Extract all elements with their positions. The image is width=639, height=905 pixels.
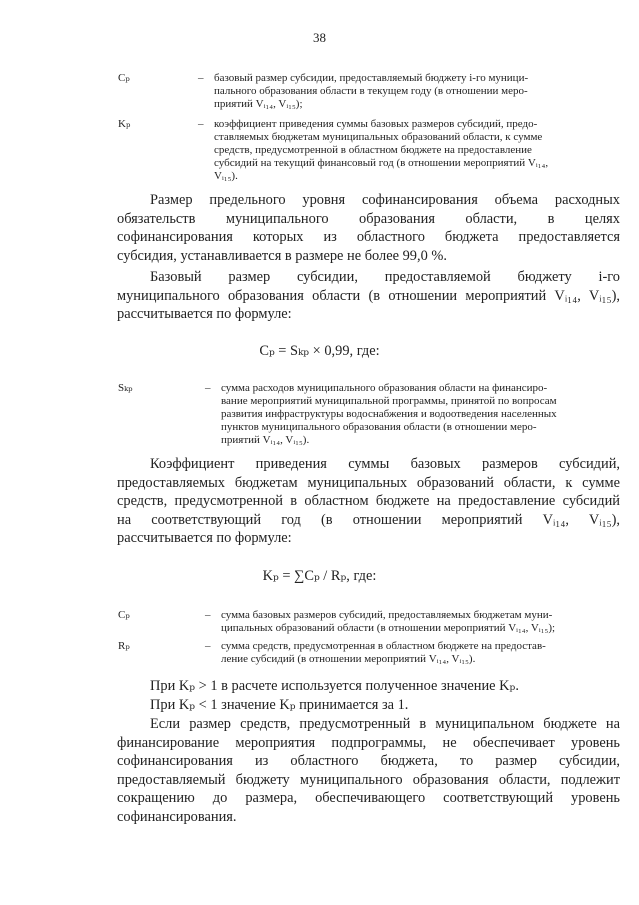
text-line: рассчитывается по формуле: [117,530,292,546]
text-line: Vᵢ₁₅). [214,170,238,182]
formula-kp: Kₚ = ∑Cₚ / Rₚ, где: [262,568,377,584]
text-line: ставляемых бюджетам муниципальных образований области, к сумме [214,131,543,143]
definition-dash: – [205,640,211,652]
text-line: софинансирования из областного бюджета, то размер субсидии, [117,753,620,769]
text-line: пального образования области в текущем году (в отношении меро- [214,85,528,97]
definition-text [221,640,618,666]
text-line: на соответствующий год (в отношении мероприятий Vᵢ₁₄, Vᵢ₁₅), [117,511,620,528]
text-line: сумма расходов муниципального образования области на финансиро- [221,382,548,394]
definition-symbol: Rₚ [118,640,130,652]
text-line: коэффициент приведения суммы базовых размеров субсидий, предо- [214,118,538,130]
text-line: приятий Vᵢ₁₄, Vᵢ₁₅); [214,98,303,110]
text-line: субсидия, устанавливается в размере не более 99,0 %. [117,247,447,264]
text-line: предоставляемых бюджетам муниципальных образований области, к сумме [117,474,620,491]
definition-symbol: Sₖₚ [118,382,133,394]
text-line: пунктов муниципального образования области (в отношении меро- [221,421,537,433]
text-line: предоставляемый бюджету муниципального образования области, подлежит [117,771,620,788]
text-line: Размер предельного уровня софинансирования объема расходных [150,192,620,208]
paragraph-coefficient [117,455,620,548]
definition-text [221,609,618,635]
text-line: средств, предусмотренной в областном бюджете на предоставление субсидий [117,493,620,509]
text-line: развития инфраструктуры водоснабжения и водоотведения населенных [221,408,557,420]
definition-text [214,118,618,183]
text-line: ципальных образований области (в отношении мероприятий Vᵢ₁₄, Vᵢ₁₅); [221,622,556,634]
paragraph-reduction [117,715,620,826]
definition-dash: – [198,118,204,130]
text-line: сокращению до размера, обеспечивающего соответствующий уровень [117,790,620,806]
definition-symbol: Cₚ [118,609,130,621]
text-line: сумма средств, предусмотренная в областном бюджете на предостав- [221,640,546,652]
rule-kp-greater: При Kₚ > 1 в расчете используется полученное значение Kₚ. [150,678,519,694]
text-line: Коэффициент приведения суммы базовых размеров субсидий, [150,456,620,472]
text-line: финансирование мероприятия подпрограммы, не обеспечивает уровень [117,734,620,751]
text-line: Базовый размер субсидии, предоставляемой бюджету i-го [150,269,620,285]
text-line: софинансирования. [117,808,237,825]
definition-text [214,72,618,111]
text-line: софинансирования которых из областного бюджета предоставляется [117,229,620,245]
definition-dash: – [198,72,204,84]
definition-dash: – [205,609,211,621]
definition-text [221,382,618,447]
page-number: 38 [313,30,326,45]
text-line: средств, предусмотренной в областном бюджете на предоставление [214,144,532,156]
text-line: субсидий на текущий финансовый год (в отношении мероприятий Vᵢ₁₄, [214,157,549,169]
text-line: вание мероприятий муниципальной программы, принятой по вопросам [221,395,557,407]
text-line: Если размер средств, предусмотренный в муниципальном бюджете на [150,716,620,732]
text-line: ление субсидий (в отношении мероприятий Vᵢ₁₄, Vᵢ₁₅). [221,653,476,665]
text-line: сумма базовых размеров субсидий, предоставляемых бюджетам муни- [221,609,553,621]
text-line: приятий Vᵢ₁₄, Vᵢ₁₅). [221,434,310,446]
paragraph-base-subsidy [117,268,620,324]
rule-kp-less: При Kₚ < 1 значение Kₚ принимается за 1. [150,696,409,713]
text-line: муниципального образования области (в отношении мероприятий Vᵢ₁₄, Vᵢ₁₅), [117,287,620,304]
definition-dash: – [205,382,211,394]
definition-symbol: Kₚ [118,118,131,130]
text-line: базовый размер субсидии, предоставляемый бюджету i-го муници- [214,72,529,84]
text-line: рассчитывается по формуле: [117,306,292,322]
paragraph-cofinancing-limit [117,191,620,265]
formula-cp: Cₚ = Sₖₚ × 0,99, где: [259,343,380,359]
rules-block [117,677,620,714]
definition-symbol: Cₚ [118,72,130,84]
text-line: обязательств муниципального образования области, в целях [117,210,620,227]
